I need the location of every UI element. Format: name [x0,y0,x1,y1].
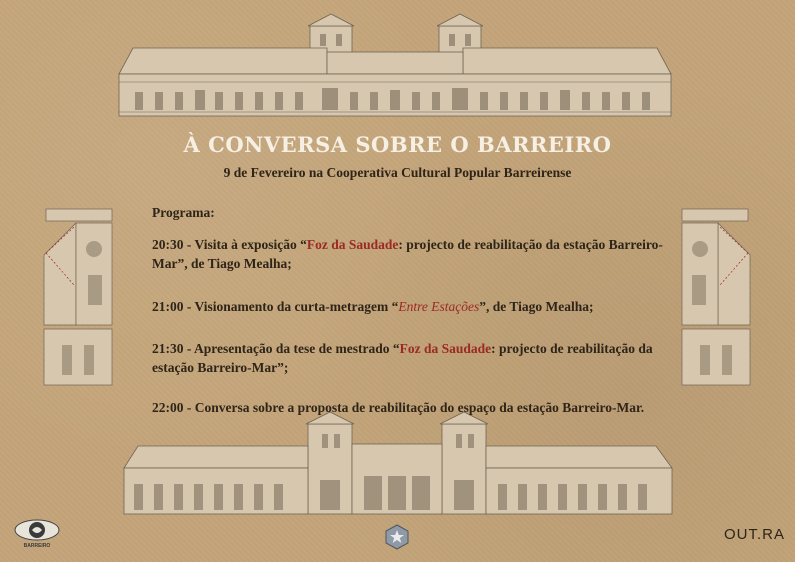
program-item-text: ”, de Tiago Mealha; [479,299,594,314]
page-title: À CONVERSA SOBRE O BARREIRO [183,132,612,157]
program-item-3 [152,339,672,377]
bottom-building-drawing [120,410,676,518]
program-item-1 [152,235,672,273]
program-item-time: 20:30 [152,237,184,252]
program-item-text: : projecto de reabilitação da estação Barreiro-Mar”, de Tiago Mealha; [152,237,663,271]
program-heading: Programa: [152,205,215,220]
star-hexagon-icon [385,524,409,550]
barreiro-logo-icon [12,518,62,544]
program-item-highlight: Entre Estações [398,299,480,314]
barreiro-logo-text: BARREIRO [23,543,51,549]
program-item-text: - Conversa sobre a proposta de reabilitação do espaço da estação Barreiro-Mar. [183,400,645,415]
right-section-drawing [676,205,754,387]
program-item-highlight: Foz da Saudade [306,237,399,252]
program-item-4 [152,398,672,417]
program-item-highlight: Foz da Saudade [399,341,492,356]
left-section-drawing [40,205,118,387]
program-item-text: - Apresentação da tese de mestrado “ [183,341,400,356]
event-subtitle: 9 de Fevereiro na Cooperativa Cultural Popular Barreirense [223,165,572,180]
program-item-text: - Visita à exposição “ [183,237,307,252]
top-building-drawing [115,12,675,120]
outra-logo-text: OUT.RA [723,526,785,543]
program-item-time: 21:00 [152,299,184,314]
program-item-text: : projecto de reabilitação da estação Barreiro-Mar”; [152,341,653,375]
program-section [152,203,672,417]
program-item-time: 22:00 [152,400,184,415]
program-item-text: - Visionamento da curta-metragem “ [183,299,399,314]
program-item-time: 21:30 [152,341,184,356]
program-item-2 [152,297,672,316]
